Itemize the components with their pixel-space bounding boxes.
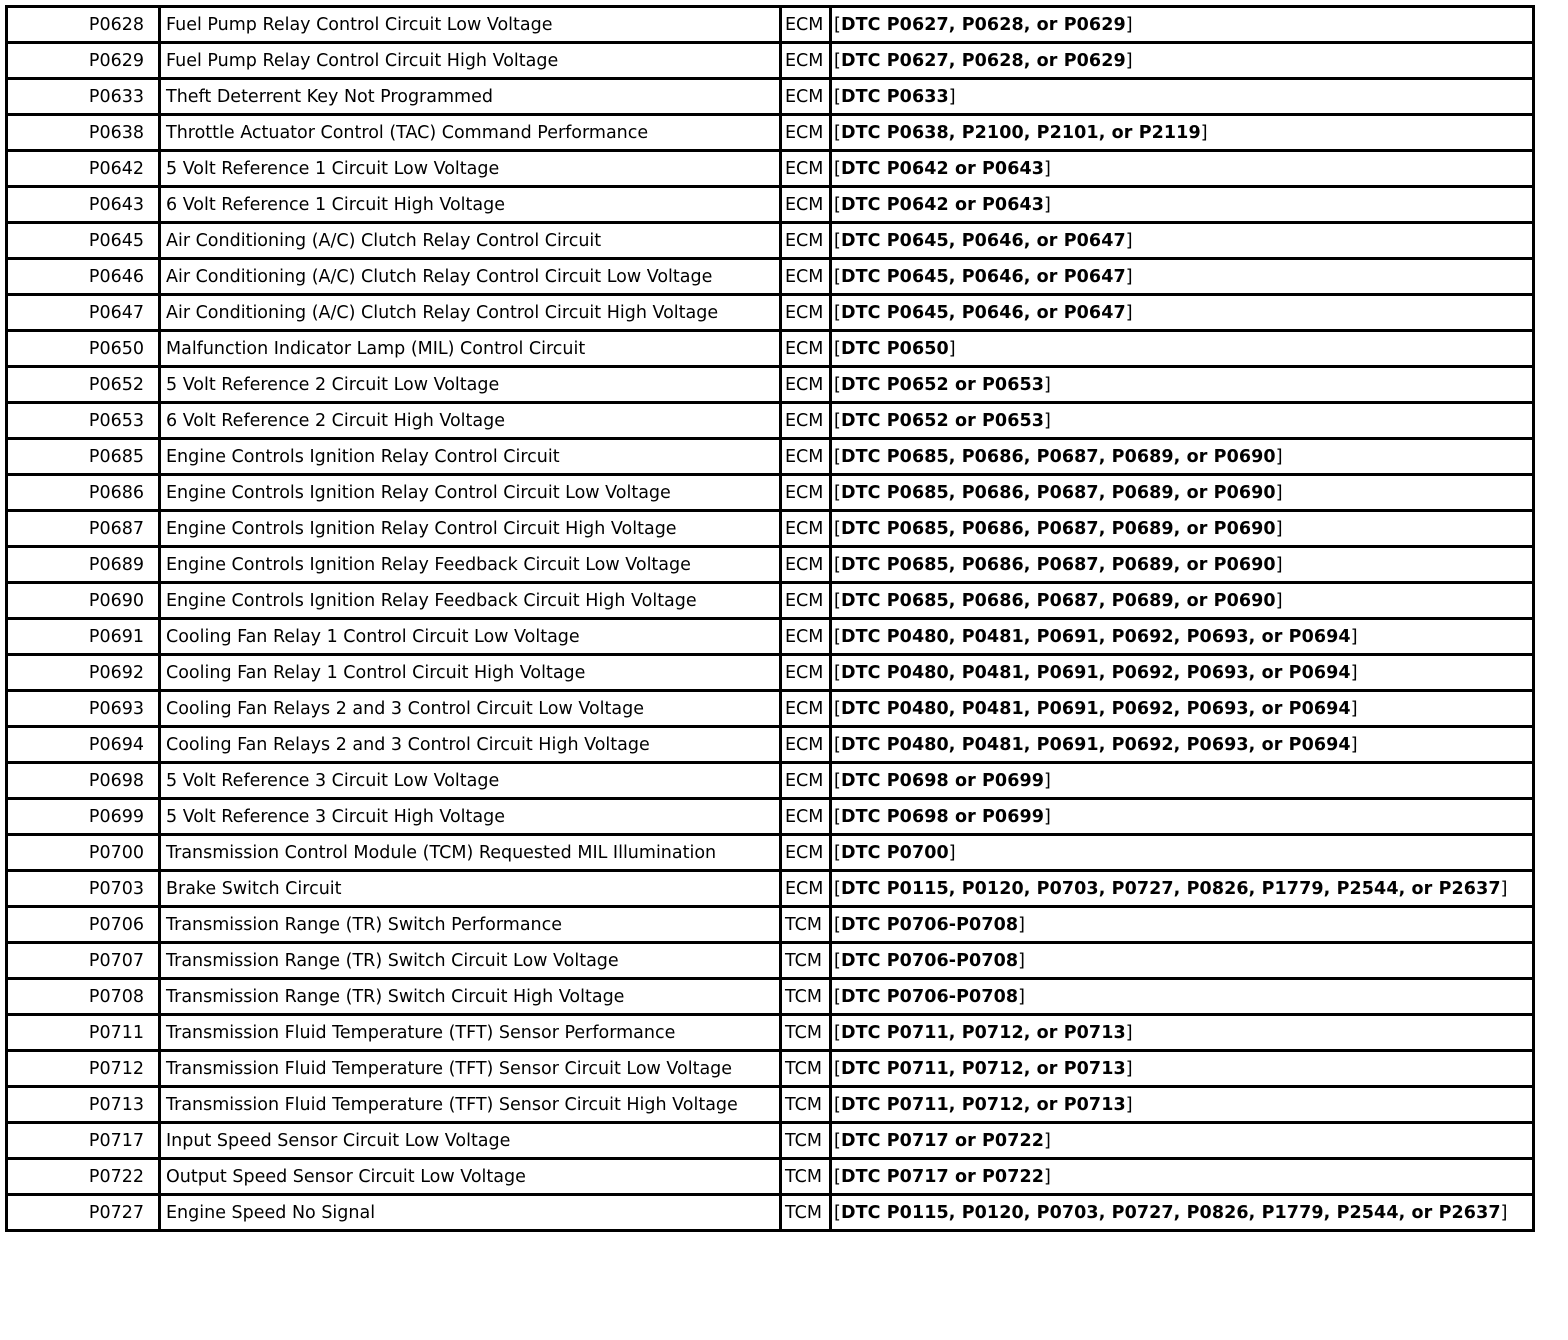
dtc-reference-cell: [DTC P0480, P0481, P0691, P0692, P0693, or P0694]: [831, 727, 1534, 763]
dtc-reference-cell: [DTC P0645, P0646, or P0647]: [831, 295, 1534, 331]
dtc-description-cell: Engine Controls Ignition Relay Control Circuit Low Voltage: [160, 475, 781, 511]
dtc-module-cell: ECM: [781, 727, 831, 763]
dtc-reference-link[interactable]: DTC P0652 or P0653: [840, 410, 1045, 431]
dtc-code-cell: P0689: [7, 547, 160, 583]
dtc-reference-link[interactable]: DTC P0685, P0686, P0687, P0689, or P0690: [840, 482, 1276, 503]
table-row: [7, 439, 1534, 475]
dtc-reference-link[interactable]: DTC P0480, P0481, P0691, P0692, P0693, or P0694: [840, 734, 1351, 755]
dtc-description-cell: 6 Volt Reference 1 Circuit High Voltage: [160, 187, 781, 223]
dtc-code-cell: P0708: [7, 979, 160, 1015]
dtc-reference-cell: [DTC P0698 or P0699]: [831, 799, 1534, 835]
dtc-reference-cell: [DTC P0650]: [831, 331, 1534, 367]
dtc-code-cell: P0722: [7, 1159, 160, 1195]
dtc-description-cell: Transmission Fluid Temperature (TFT) Sensor Circuit High Voltage: [160, 1087, 781, 1123]
dtc-reference-cell: [DTC P0633]: [831, 79, 1534, 115]
dtc-description-cell: Transmission Range (TR) Switch Circuit Low Voltage: [160, 943, 781, 979]
dtc-description-cell: Cooling Fan Relay 1 Control Circuit High Voltage: [160, 655, 781, 691]
dtc-description-cell: Transmission Fluid Temperature (TFT) Sensor Circuit Low Voltage: [160, 1051, 781, 1087]
dtc-module-cell: TCM: [781, 1087, 831, 1123]
dtc-description-cell: Fuel Pump Relay Control Circuit High Voltage: [160, 43, 781, 79]
dtc-description-cell: 5 Volt Reference 3 Circuit Low Voltage: [160, 763, 781, 799]
dtc-reference-link[interactable]: DTC P0480, P0481, P0691, P0692, P0693, or P0694: [840, 626, 1351, 647]
dtc-reference-link[interactable]: DTC P0652 or P0653: [840, 374, 1045, 395]
dtc-code-cell: P0653: [7, 403, 160, 439]
dtc-reference-link[interactable]: DTC P0706-P0708: [840, 914, 1019, 935]
dtc-description-cell: Engine Controls Ignition Relay Feedback Circuit Low Voltage: [160, 547, 781, 583]
dtc-reference-cell: [DTC P0700]: [831, 835, 1534, 871]
dtc-table-body: [7, 7, 1534, 1231]
dtc-code-cell: P0628: [7, 7, 160, 43]
dtc-code-cell: P0713: [7, 1087, 160, 1123]
dtc-code-cell: P0717: [7, 1123, 160, 1159]
dtc-reference-cell: [DTC P0685, P0686, P0687, P0689, or P0690]: [831, 547, 1534, 583]
dtc-reference-link[interactable]: DTC P0685, P0686, P0687, P0689, or P0690: [840, 446, 1276, 467]
dtc-description-cell: Air Conditioning (A/C) Clutch Relay Control Circuit High Voltage: [160, 295, 781, 331]
dtc-description-cell: 6 Volt Reference 2 Circuit High Voltage: [160, 403, 781, 439]
dtc-reference-link[interactable]: DTC P0711, P0712, or P0713: [840, 1058, 1126, 1079]
dtc-module-cell: TCM: [781, 943, 831, 979]
table-row: [7, 907, 1534, 943]
dtc-reference-cell: [DTC P0645, P0646, or P0647]: [831, 259, 1534, 295]
dtc-code-cell: P0642: [7, 151, 160, 187]
dtc-code-cell: P0629: [7, 43, 160, 79]
table-row: [7, 223, 1534, 259]
dtc-module-cell: ECM: [781, 547, 831, 583]
dtc-reference-cell: [DTC P0480, P0481, P0691, P0692, P0693, or P0694]: [831, 691, 1534, 727]
table-row: [7, 691, 1534, 727]
table-row: [7, 871, 1534, 907]
dtc-module-cell: TCM: [781, 1195, 831, 1231]
dtc-code-cell: P0711: [7, 1015, 160, 1051]
dtc-module-cell: TCM: [781, 907, 831, 943]
table-row: [7, 799, 1534, 835]
dtc-module-cell: ECM: [781, 691, 831, 727]
table-row: [7, 151, 1534, 187]
dtc-code-cell: P0727: [7, 1195, 160, 1231]
dtc-reference-cell: [DTC P0627, P0628, or P0629]: [831, 7, 1534, 43]
dtc-reference-cell: [DTC P0645, P0646, or P0647]: [831, 223, 1534, 259]
table-row: [7, 943, 1534, 979]
dtc-reference-link[interactable]: DTC P0480, P0481, P0691, P0692, P0693, or P0694: [840, 662, 1351, 683]
dtc-description-cell: Air Conditioning (A/C) Clutch Relay Control Circuit: [160, 223, 781, 259]
dtc-module-cell: ECM: [781, 439, 831, 475]
table-row: [7, 655, 1534, 691]
dtc-reference-link[interactable]: DTC P0115, P0120, P0703, P0727, P0826, P1779, P2544, or P2637: [840, 878, 1501, 899]
dtc-reference-link[interactable]: DTC P0706-P0708: [840, 986, 1019, 1007]
dtc-module-cell: ECM: [781, 187, 831, 223]
dtc-code-cell: P0690: [7, 583, 160, 619]
table-row: [7, 403, 1534, 439]
table-row: [7, 1159, 1534, 1195]
dtc-reference-cell: [DTC P0652 or P0653]: [831, 367, 1534, 403]
dtc-description-cell: Input Speed Sensor Circuit Low Voltage: [160, 1123, 781, 1159]
dtc-code-cell: P0706: [7, 907, 160, 943]
dtc-description-cell: Transmission Fluid Temperature (TFT) Sensor Performance: [160, 1015, 781, 1051]
dtc-module-cell: ECM: [781, 43, 831, 79]
table-row: [7, 1123, 1534, 1159]
dtc-module-cell: ECM: [781, 871, 831, 907]
dtc-reference-link[interactable]: DTC P0645, P0646, or P0647: [840, 266, 1126, 287]
table-row: [7, 1087, 1534, 1123]
dtc-code-cell: P0685: [7, 439, 160, 475]
dtc-reference-link[interactable]: DTC P0717 or P0722: [840, 1130, 1045, 1151]
dtc-reference-link[interactable]: DTC P0645, P0646, or P0647: [840, 302, 1126, 323]
dtc-reference-cell: [DTC P0711, P0712, or P0713]: [831, 1051, 1534, 1087]
dtc-description-cell: Engine Speed No Signal: [160, 1195, 781, 1231]
table-row: [7, 331, 1534, 367]
dtc-reference-cell: [DTC P0480, P0481, P0691, P0692, P0693, or P0694]: [831, 619, 1534, 655]
table-row: [7, 259, 1534, 295]
dtc-reference-link[interactable]: DTC P0480, P0481, P0691, P0692, P0693, or P0694: [840, 698, 1351, 719]
dtc-module-cell: ECM: [781, 835, 831, 871]
dtc-description-cell: Air Conditioning (A/C) Clutch Relay Control Circuit Low Voltage: [160, 259, 781, 295]
dtc-code-cell: P0652: [7, 367, 160, 403]
dtc-reference-link[interactable]: DTC P0706-P0708: [840, 950, 1019, 971]
dtc-module-cell: TCM: [781, 1051, 831, 1087]
dtc-reference-link[interactable]: DTC P0711, P0712, or P0713: [840, 1094, 1126, 1115]
table-row: [7, 619, 1534, 655]
dtc-code-cell: P0650: [7, 331, 160, 367]
dtc-module-cell: ECM: [781, 223, 831, 259]
dtc-description-cell: Engine Controls Ignition Relay Control Circuit: [160, 439, 781, 475]
table-row: [7, 43, 1534, 79]
table-row: [7, 1015, 1534, 1051]
dtc-reference-link[interactable]: DTC P0717 or P0722: [840, 1166, 1045, 1187]
table-row: [7, 511, 1534, 547]
dtc-reference-link[interactable]: DTC P0685, P0686, P0687, P0689, or P0690: [840, 518, 1276, 539]
dtc-description-cell: Brake Switch Circuit: [160, 871, 781, 907]
dtc-code-cell: P0633: [7, 79, 160, 115]
table-row: [7, 367, 1534, 403]
dtc-code-cell: P0703: [7, 871, 160, 907]
dtc-reference-link[interactable]: DTC P0698 or P0699: [840, 770, 1045, 791]
table-row: [7, 979, 1534, 1015]
dtc-code-cell: P0698: [7, 763, 160, 799]
dtc-reference-cell: [DTC P0711, P0712, or P0713]: [831, 1087, 1534, 1123]
dtc-description-cell: Fuel Pump Relay Control Circuit Low Voltage: [160, 7, 781, 43]
table-row: [7, 547, 1534, 583]
dtc-module-cell: ECM: [781, 655, 831, 691]
dtc-module-cell: ECM: [781, 583, 831, 619]
dtc-reference-link[interactable]: DTC P0633: [840, 86, 949, 107]
dtc-code-cell: P0646: [7, 259, 160, 295]
dtc-module-cell: ECM: [781, 511, 831, 547]
table-row: [7, 79, 1534, 115]
dtc-reference-cell: [DTC P0685, P0686, P0687, P0689, or P0690]: [831, 511, 1534, 547]
table-row: [7, 583, 1534, 619]
dtc-code-cell: P0638: [7, 115, 160, 151]
dtc-reference-cell: [DTC P0480, P0481, P0691, P0692, P0693, or P0694]: [831, 655, 1534, 691]
dtc-code-cell: P0687: [7, 511, 160, 547]
dtc-description-cell: Transmission Control Module (TCM) Requested MIL Illumination: [160, 835, 781, 871]
dtc-code-cell: P0712: [7, 1051, 160, 1087]
dtc-description-cell: Malfunction Indicator Lamp (MIL) Control Circuit: [160, 331, 781, 367]
dtc-description-cell: Transmission Range (TR) Switch Performance: [160, 907, 781, 943]
dtc-code-cell: P0645: [7, 223, 160, 259]
dtc-description-cell: Engine Controls Ignition Relay Feedback Circuit High Voltage: [160, 583, 781, 619]
dtc-module-cell: ECM: [781, 151, 831, 187]
dtc-module-cell: TCM: [781, 1123, 831, 1159]
dtc-module-cell: ECM: [781, 367, 831, 403]
table-row: [7, 295, 1534, 331]
dtc-description-cell: Theft Deterrent Key Not Programmed: [160, 79, 781, 115]
dtc-module-cell: ECM: [781, 799, 831, 835]
table-row: [7, 475, 1534, 511]
dtc-reference-link[interactable]: DTC P0711, P0712, or P0713: [840, 1022, 1126, 1043]
dtc-reference-link[interactable]: DTC P0685, P0686, P0687, P0689, or P0690: [840, 554, 1276, 575]
table-row: [7, 1195, 1534, 1231]
table-row: [7, 187, 1534, 223]
dtc-reference-cell: [DTC P0685, P0686, P0687, P0689, or P0690]: [831, 583, 1534, 619]
dtc-code-cell: P0693: [7, 691, 160, 727]
dtc-reference-link[interactable]: DTC P0115, P0120, P0703, P0727, P0826, P1779, P2544, or P2637: [840, 1202, 1501, 1223]
dtc-module-cell: ECM: [781, 763, 831, 799]
dtc-reference-cell: [DTC P0717 or P0722]: [831, 1123, 1534, 1159]
table-row: [7, 835, 1534, 871]
dtc-description-cell: Engine Controls Ignition Relay Control Circuit High Voltage: [160, 511, 781, 547]
dtc-reference-cell: [DTC P0638, P2100, P2101, or P2119]: [831, 115, 1534, 151]
dtc-reference-link[interactable]: DTC P0650: [840, 338, 949, 359]
dtc-module-cell: ECM: [781, 259, 831, 295]
dtc-module-cell: TCM: [781, 979, 831, 1015]
dtc-reference-link[interactable]: DTC P0627, P0628, or P0629: [840, 50, 1126, 71]
dtc-code-cell: P0707: [7, 943, 160, 979]
table-row: [7, 115, 1534, 151]
dtc-reference-cell: [DTC P0711, P0712, or P0713]: [831, 1015, 1534, 1051]
dtc-description-cell: Cooling Fan Relay 1 Control Circuit Low Voltage: [160, 619, 781, 655]
dtc-reference-cell: [DTC P0652 or P0653]: [831, 403, 1534, 439]
dtc-reference-cell: [DTC P0115, P0120, P0703, P0727, P0826, P1779, P2544, or P2637]: [831, 871, 1534, 907]
dtc-reference-cell: [DTC P0685, P0686, P0687, P0689, or P0690]: [831, 475, 1534, 511]
dtc-description-cell: Throttle Actuator Control (TAC) Command Performance: [160, 115, 781, 151]
dtc-reference-link[interactable]: DTC P0685, P0686, P0687, P0689, or P0690: [840, 590, 1276, 611]
dtc-description-cell: Cooling Fan Relays 2 and 3 Control Circuit Low Voltage: [160, 691, 781, 727]
dtc-module-cell: ECM: [781, 295, 831, 331]
dtc-reference-cell: [DTC P0717 or P0722]: [831, 1159, 1534, 1195]
dtc-module-cell: ECM: [781, 7, 831, 43]
dtc-reference-cell: [DTC P0706-P0708]: [831, 943, 1534, 979]
dtc-module-cell: ECM: [781, 475, 831, 511]
dtc-reference-cell: [DTC P0685, P0686, P0687, P0689, or P0690]: [831, 439, 1534, 475]
table-row: [7, 1051, 1534, 1087]
dtc-reference-cell: [DTC P0627, P0628, or P0629]: [831, 43, 1534, 79]
dtc-module-cell: TCM: [781, 1015, 831, 1051]
table-row: [7, 763, 1534, 799]
dtc-module-cell: ECM: [781, 79, 831, 115]
dtc-reference-cell: [DTC P0115, P0120, P0703, P0727, P0826, P1779, P2544, or P2637]: [831, 1195, 1534, 1231]
dtc-reference-cell: [DTC P0706-P0708]: [831, 907, 1534, 943]
dtc-table: [5, 5, 1535, 1232]
dtc-reference-link[interactable]: DTC P0698 or P0699: [840, 806, 1045, 827]
dtc-module-cell: ECM: [781, 115, 831, 151]
dtc-code-cell: P0686: [7, 475, 160, 511]
dtc-module-cell: TCM: [781, 1159, 831, 1195]
table-row: [7, 727, 1534, 763]
dtc-code-cell: P0699: [7, 799, 160, 835]
dtc-description-cell: Transmission Range (TR) Switch Circuit High Voltage: [160, 979, 781, 1015]
dtc-description-cell: 5 Volt Reference 2 Circuit Low Voltage: [160, 367, 781, 403]
dtc-module-cell: ECM: [781, 331, 831, 367]
dtc-code-cell: P0700: [7, 835, 160, 871]
dtc-reference-cell: [DTC P0706-P0708]: [831, 979, 1534, 1015]
dtc-description-cell: Cooling Fan Relays 2 and 3 Control Circuit High Voltage: [160, 727, 781, 763]
dtc-code-cell: P0692: [7, 655, 160, 691]
dtc-code-cell: P0694: [7, 727, 160, 763]
dtc-reference-link[interactable]: DTC P0638, P2100, P2101, or P2119: [840, 122, 1201, 143]
dtc-reference-cell: [DTC P0642 or P0643]: [831, 151, 1534, 187]
dtc-description-cell: Output Speed Sensor Circuit Low Voltage: [160, 1159, 781, 1195]
dtc-reference-link[interactable]: DTC P0627, P0628, or P0629: [840, 14, 1126, 35]
dtc-reference-link[interactable]: DTC P0642 or P0643: [840, 158, 1045, 179]
dtc-reference-link[interactable]: DTC P0700: [840, 842, 949, 863]
dtc-module-cell: ECM: [781, 619, 831, 655]
dtc-description-cell: 5 Volt Reference 1 Circuit Low Voltage: [160, 151, 781, 187]
dtc-code-cell: P0691: [7, 619, 160, 655]
dtc-code-cell: P0647: [7, 295, 160, 331]
dtc-reference-cell: [DTC P0642 or P0643]: [831, 187, 1534, 223]
dtc-code-cell: P0643: [7, 187, 160, 223]
dtc-reference-link[interactable]: DTC P0642 or P0643: [840, 194, 1045, 215]
dtc-reference-link[interactable]: DTC P0645, P0646, or P0647: [840, 230, 1126, 251]
dtc-description-cell: 5 Volt Reference 3 Circuit High Voltage: [160, 799, 781, 835]
table-row: [7, 7, 1534, 43]
dtc-reference-cell: [DTC P0698 or P0699]: [831, 763, 1534, 799]
dtc-module-cell: ECM: [781, 403, 831, 439]
